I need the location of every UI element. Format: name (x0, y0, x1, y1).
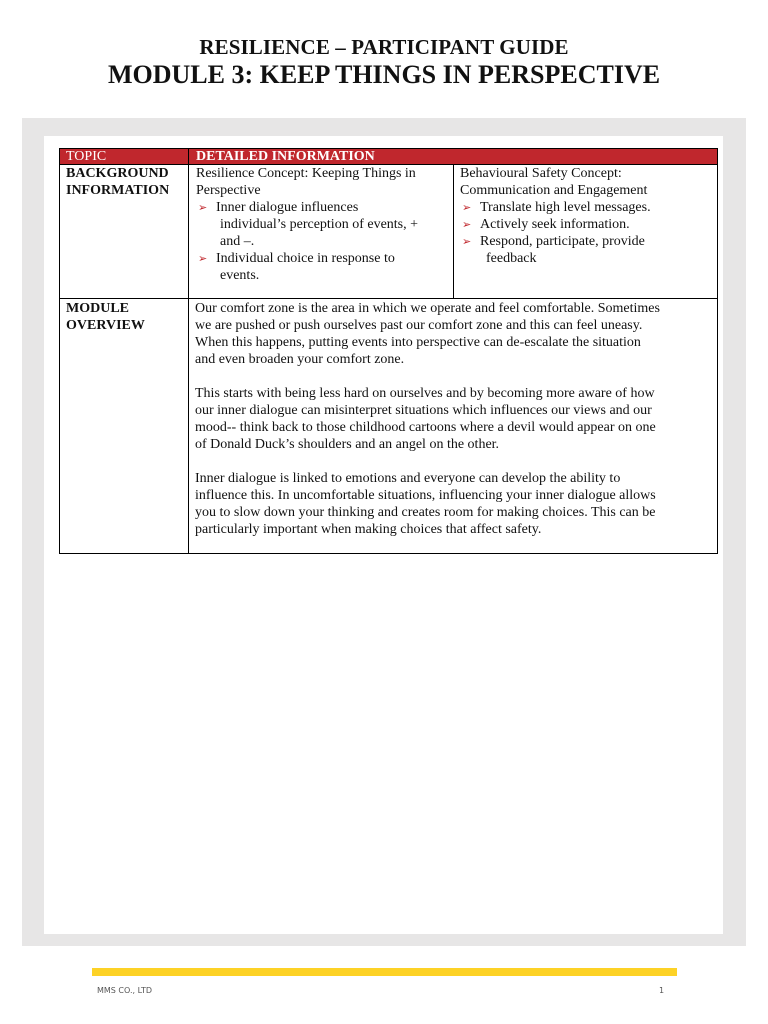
safety-concept-line2: Communication and Engagement (460, 183, 648, 198)
list-item (460, 199, 715, 216)
bullet-line: events. (220, 268, 260, 283)
table-header-row (59, 148, 718, 165)
background-label-line1: BACKGROUND (66, 166, 169, 181)
text-line: mood-- think back to those childhood cartoons where a devil would appear on one (195, 420, 656, 435)
bullet-line: feedback (486, 251, 537, 266)
overview-paragraph (195, 470, 715, 538)
safety-concept-cell (460, 165, 715, 267)
list-item (460, 216, 715, 233)
guide-title: RESILIENCE – PARTICIPANT GUIDE (199, 35, 569, 59)
background-label-line2: INFORMATION (66, 183, 170, 198)
bullet-line: Actively seek information. (480, 217, 630, 232)
overview-label-line1: MODULE (66, 301, 129, 316)
resilience-concept-line2: Perspective (196, 183, 261, 198)
column-divider (188, 165, 189, 299)
list-item (196, 199, 451, 250)
footer-page-number: 1 (659, 986, 665, 995)
resilience-concept-cell (196, 165, 451, 284)
overview-paragraph (195, 385, 715, 453)
safety-bullet-list (460, 199, 715, 267)
text-line: When this happens, putting events into perspective can de-escalate the situation (195, 335, 641, 350)
bullet-line: Individual choice in response to (216, 251, 395, 266)
bullet-line: Translate high level messages. (480, 200, 651, 215)
text-line: Our comfort zone is the area in which we operate and feel comfortable. Sometimes (195, 301, 660, 316)
text-line: Inner dialogue is linked to emotions and everyone can develop the ability to (195, 471, 621, 486)
list-item (196, 250, 451, 284)
text-line: our inner dialogue can misinterpret situations which influences our views and our (195, 403, 652, 418)
footer-yellow-bar (92, 968, 677, 976)
text-line: of Donald Duck’s shoulders and an angel on the other. (195, 437, 500, 452)
bullet-line: individual’s perception of events, + (220, 217, 419, 232)
resilience-concept-line1: Resilience Concept: Keeping Things in (196, 166, 416, 181)
background-information-row (59, 165, 718, 299)
text-line: we are pushed or push ourselves past our comfort zone and this can feel uneasy. (195, 318, 643, 333)
safety-concept-line1: Behavioural Safety Concept: (460, 166, 622, 181)
column-divider (188, 299, 189, 553)
text-line: and even broaden your comfort zone. (195, 352, 405, 367)
arrow-bullet-icon: ➢ (462, 235, 472, 248)
list-item (460, 233, 715, 267)
header-divider (188, 149, 189, 165)
header-detailed-information: DETAILED INFORMATION (196, 149, 375, 164)
text-line: particularly important when making choices that affect safety. (195, 522, 542, 537)
overview-label (66, 300, 145, 334)
module-overview-row (59, 299, 718, 554)
overview-text (195, 300, 715, 555)
arrow-bullet-icon: ➢ (198, 252, 208, 265)
bullet-line: Inner dialogue influences (216, 200, 359, 215)
arrow-bullet-icon: ➢ (462, 201, 472, 214)
arrow-bullet-icon: ➢ (462, 218, 472, 231)
bullet-line: and –. (220, 234, 255, 249)
text-line: you to slow down your thinking and creates room for making choices. This can be (195, 505, 656, 520)
background-label (66, 165, 169, 199)
arrow-bullet-icon: ➢ (198, 201, 208, 214)
overview-label-line2: OVERVIEW (66, 318, 145, 333)
bullet-line: Respond, participate, provide (480, 234, 645, 249)
column-divider (453, 165, 454, 299)
text-line: This starts with being less hard on ourselves and by becoming more aware of how (195, 386, 655, 401)
resilience-bullet-list (196, 199, 451, 284)
footer-company: MMS CO., LTD (97, 986, 153, 995)
overview-paragraph (195, 300, 715, 368)
module-title: MODULE 3: KEEP THINGS IN PERSPECTIVE (107, 60, 661, 89)
header-topic: TOPIC (66, 149, 107, 164)
text-line: influence this. In uncomfortable situations, influencing your inner dialogue allows (195, 488, 656, 503)
